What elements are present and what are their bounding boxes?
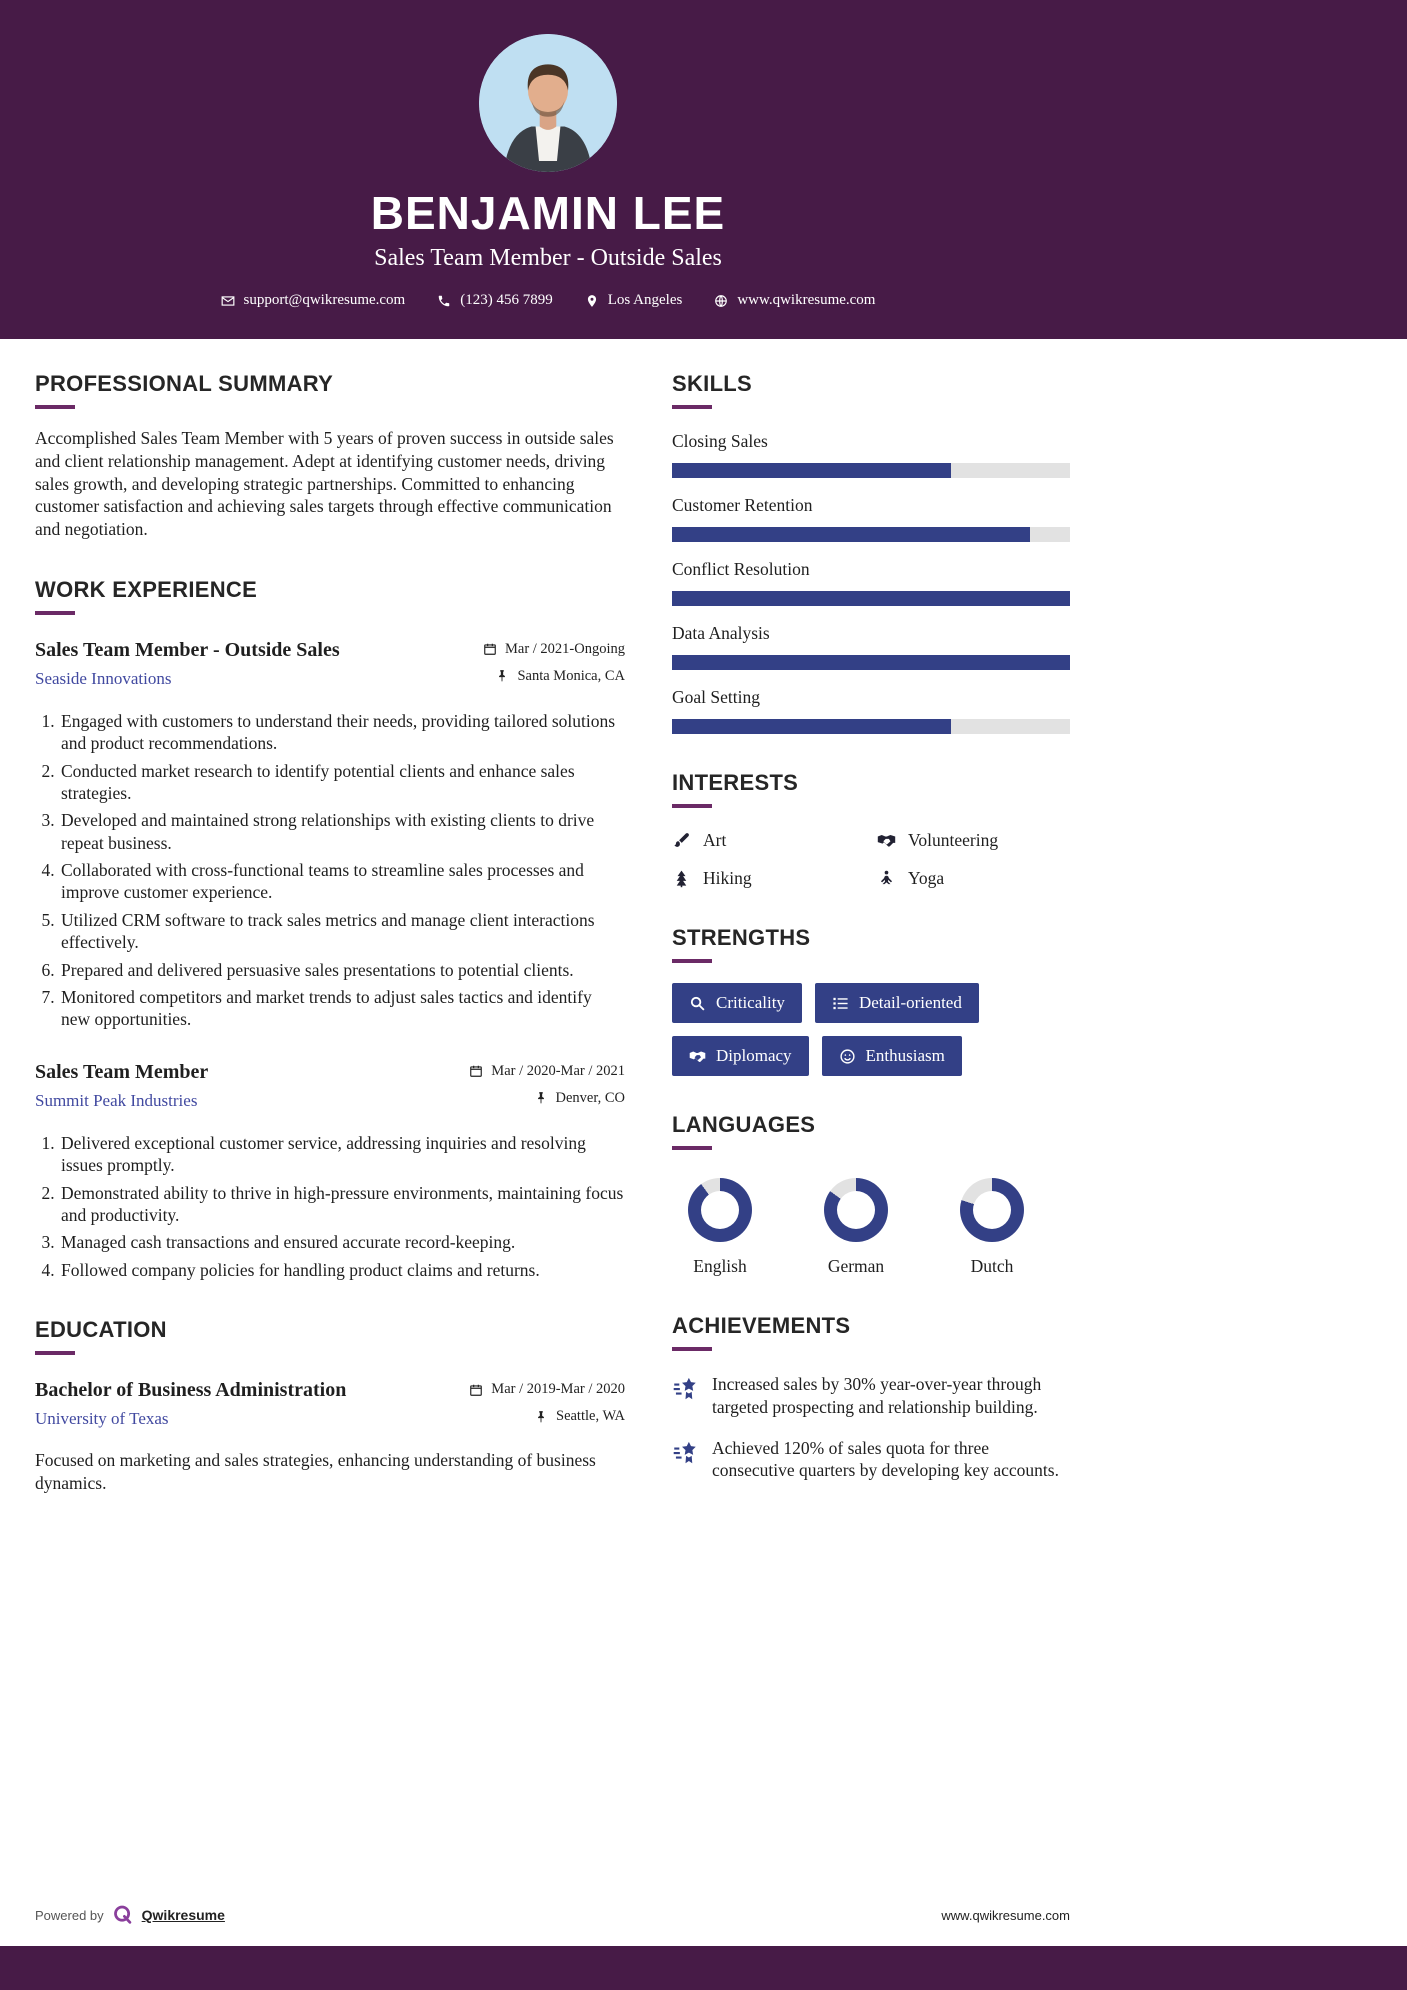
skills-heading: SKILLS <box>672 371 753 396</box>
interest-item <box>672 830 877 851</box>
strength-label: Criticality <box>716 993 785 1012</box>
language-item <box>808 1178 904 1277</box>
pushpin-icon <box>534 1410 548 1424</box>
bottom-accent-strip <box>0 1946 1407 1990</box>
strength-badge <box>672 983 802 1023</box>
strengths-section <box>672 925 1070 1076</box>
powered-by-label: Powered by <box>35 1907 104 1923</box>
handshake-icon <box>877 831 896 850</box>
job-bullet: 2. Demonstrated ability to thrive in high-pressure environments, maintaining focus and productivity. <box>59 1182 625 1227</box>
languages-heading: LANGUAGES <box>672 1112 816 1137</box>
language-label: English <box>693 1256 747 1276</box>
person-job-title: Sales Team Member - Outside Sales <box>374 245 722 271</box>
contact-phone <box>437 292 553 309</box>
job-bullet: 4. Collaborated with cross-functional teams to streamline sales processes and improve customer experience. <box>59 859 625 904</box>
phone-icon <box>437 294 451 308</box>
contact-website[interactable] <box>714 292 875 309</box>
achievement-item <box>672 1437 1070 1483</box>
heading-accent-rule <box>35 405 75 409</box>
skill-bar-track <box>672 527 1070 542</box>
yoga-icon <box>877 869 896 888</box>
job-dates-text: Mar / 2021-Ongoing <box>504 640 625 657</box>
handshake-icon <box>689 1048 706 1065</box>
interest-label: Art <box>703 830 727 850</box>
heading-accent-rule <box>672 804 712 808</box>
skill-bar-track <box>672 655 1070 670</box>
job-bullet-list <box>35 710 625 1031</box>
smiley-icon <box>839 1048 856 1065</box>
language-donut-chart <box>824 1178 888 1242</box>
education-heading: EDUCATION <box>35 1317 167 1343</box>
strength-label: Detail-oriented <box>858 993 962 1012</box>
skill-item <box>672 623 1070 670</box>
job-company: Seaside Innovations <box>35 668 172 688</box>
skill-name: Data Analysis <box>672 623 770 643</box>
job-location <box>469 1090 625 1107</box>
job-bullet: 6. Prepared and delivered persuasive sales presentations to potential clients. <box>59 959 625 981</box>
job-title: Sales Team Member - Outside Sales <box>35 638 340 661</box>
location-pin-icon <box>585 294 599 308</box>
pushpin-icon <box>534 1091 548 1105</box>
magnifier-icon <box>689 995 706 1012</box>
skill-name: Goal Setting <box>672 687 760 707</box>
interest-label: Yoga <box>908 868 945 888</box>
strength-badge <box>815 983 979 1023</box>
achievement-text: Achieved 120% of sales quota for three consecutive quarters by developing key accounts. <box>712 1437 1059 1481</box>
language-donut-chart <box>960 1178 1024 1242</box>
job-bullet-list <box>35 1132 625 1281</box>
education-entry <box>35 1379 625 1495</box>
list-icon <box>832 995 849 1012</box>
job-dates <box>483 641 625 658</box>
header <box>0 0 1407 339</box>
achievement-text: Increased sales by 30% year-over-year through targeted prospecting and relationship building. <box>712 1374 1042 1417</box>
skill-bar-track <box>672 463 1070 478</box>
skill-bar-fill <box>672 463 951 478</box>
education-dates-text: Mar / 2019-Mar / 2020 <box>491 1381 625 1398</box>
skill-bar-fill <box>672 527 1030 542</box>
achievements-heading: ACHIEVEMENTS <box>672 1313 851 1338</box>
award-star-icon <box>672 1439 699 1466</box>
contact-location <box>585 292 683 309</box>
languages-section <box>672 1112 1070 1277</box>
contact-email-text: support@qwikresume.com <box>243 292 406 308</box>
language-item <box>944 1178 1040 1277</box>
skill-item <box>672 559 1070 606</box>
strength-label: Diplomacy <box>716 1046 792 1065</box>
job-dates <box>469 1063 625 1080</box>
mail-icon <box>221 294 235 308</box>
job-bullet: 1. Delivered exceptional customer service, addressing inquiries and resolving issues promptly. <box>59 1132 625 1177</box>
education-location <box>469 1408 625 1425</box>
education-description: Focused on marketing and sales strategies, enhancing understanding of business dynamics. <box>35 1450 596 1493</box>
skill-item <box>672 431 1070 478</box>
language-label: Dutch <box>970 1256 1014 1276</box>
heading-accent-rule <box>672 405 712 409</box>
strengths-heading: STRENGTHS <box>672 925 811 950</box>
interest-label: Hiking <box>703 868 752 888</box>
job-dates-text: Mar / 2020-Mar / 2021 <box>491 1062 625 1079</box>
skill-name: Conflict Resolution <box>672 559 810 579</box>
job-entry <box>35 639 625 1031</box>
heading-accent-rule <box>35 611 75 615</box>
skills-section <box>672 371 1070 734</box>
job-entry <box>35 1061 625 1281</box>
language-item <box>672 1178 768 1277</box>
work-experience-section <box>35 577 625 1281</box>
heading-accent-rule <box>672 1347 712 1351</box>
job-title: Sales Team Member <box>35 1060 209 1083</box>
education-section <box>35 1317 625 1495</box>
interest-item <box>877 868 1070 889</box>
calendar-icon <box>483 642 497 656</box>
education-dates <box>469 1381 625 1398</box>
main-content <box>0 339 1407 1531</box>
left-column <box>35 371 625 1531</box>
interests-heading: INTERESTS <box>672 770 799 795</box>
job-bullet: 5. Utilized CRM software to track sales metrics and manage client interactions effectively. <box>59 909 625 954</box>
person-illustration <box>479 34 617 172</box>
footer <box>35 1904 1070 1926</box>
tree-icon <box>672 869 691 888</box>
school-name: University of Texas <box>35 1409 169 1429</box>
strength-label: Enthusiasm <box>865 1046 945 1065</box>
skill-name: Closing Sales <box>672 431 768 451</box>
education-location-text: Seattle, WA <box>556 1408 625 1425</box>
contact-email[interactable] <box>221 292 406 309</box>
job-location-text: Denver, CO <box>555 1089 625 1106</box>
qwikresume-logo-icon <box>112 1904 134 1926</box>
experience-heading: WORK EXPERIENCE <box>35 576 258 602</box>
language-label: German <box>827 1256 885 1276</box>
strength-badge <box>822 1036 962 1076</box>
profile-photo <box>479 34 617 172</box>
skill-name: Customer Retention <box>672 495 813 515</box>
job-bullet: 3. Developed and maintained strong relationships with existing clients to drive repeat business. <box>59 809 625 854</box>
skill-bar-fill <box>672 591 1070 606</box>
footer-website-link[interactable]: www.qwikresume.com <box>941 1907 1070 1923</box>
job-company: Summit Peak Industries <box>35 1090 198 1110</box>
skill-bar-track <box>672 719 1070 734</box>
job-bullet: 1. Engaged with customers to understand their needs, providing tailored solutions and product recommendations. <box>59 710 625 755</box>
contact-row <box>221 292 876 309</box>
heading-accent-rule <box>672 1146 712 1150</box>
achievement-item <box>672 1373 1070 1419</box>
contact-website-text: www.qwikresume.com <box>737 292 876 308</box>
strength-badge <box>672 1036 809 1076</box>
skill-bar-fill <box>672 655 1070 670</box>
skill-item <box>672 687 1070 734</box>
skill-item <box>672 495 1070 542</box>
heading-accent-rule <box>35 1351 75 1355</box>
job-location-text: Santa Monica, CA <box>517 667 625 684</box>
right-column <box>672 371 1070 1531</box>
job-bullet: 4. Followed company policies for handling product claims and returns. <box>59 1259 625 1281</box>
summary-heading: PROFESSIONAL SUMMARY <box>35 371 334 396</box>
contact-phone-text: (123) 456 7899 <box>460 292 553 308</box>
skill-bar-track <box>672 591 1070 606</box>
qwikresume-link[interactable]: Qwikresume <box>141 1907 225 1923</box>
job-bullet: 2. Conducted market research to identify potential clients and enhance sales strategies. <box>59 760 625 805</box>
contact-location-text: Los Angeles <box>607 292 683 308</box>
achievements-section <box>672 1313 1070 1482</box>
globe-icon <box>714 294 728 308</box>
professional-summary-section <box>35 371 625 541</box>
interest-label: Volunteering <box>908 830 999 850</box>
person-name: BENJAMIN LEE <box>370 187 726 239</box>
interest-item <box>877 830 1070 851</box>
job-location <box>483 668 625 685</box>
interest-item <box>672 868 877 889</box>
degree-title: Bachelor of Business Administration <box>35 1379 347 1402</box>
language-donut-chart <box>688 1178 752 1242</box>
job-bullet: 7. Monitored competitors and market trends to adjust sales tactics and identify new opportunities. <box>59 986 625 1031</box>
calendar-icon <box>469 1064 483 1078</box>
pushpin-icon <box>495 669 509 683</box>
paintbrush-icon <box>672 831 691 850</box>
summary-text: Accomplished Sales Team Member with 5 years of proven success in outside sales and client relationship management. Adept at identifying customer needs, driving sales growth, and developing strategic partnerships. Committed to enhancing customer satisfaction and achieving sales targets through effective communication and negotiation. <box>35 428 614 539</box>
skill-bar-fill <box>672 719 951 734</box>
award-star-icon <box>672 1375 699 1402</box>
heading-accent-rule <box>672 959 712 963</box>
interests-section <box>672 770 1070 889</box>
calendar-icon <box>469 1383 483 1397</box>
job-bullet: 3. Managed cash transactions and ensured accurate record-keeping. <box>59 1231 625 1253</box>
